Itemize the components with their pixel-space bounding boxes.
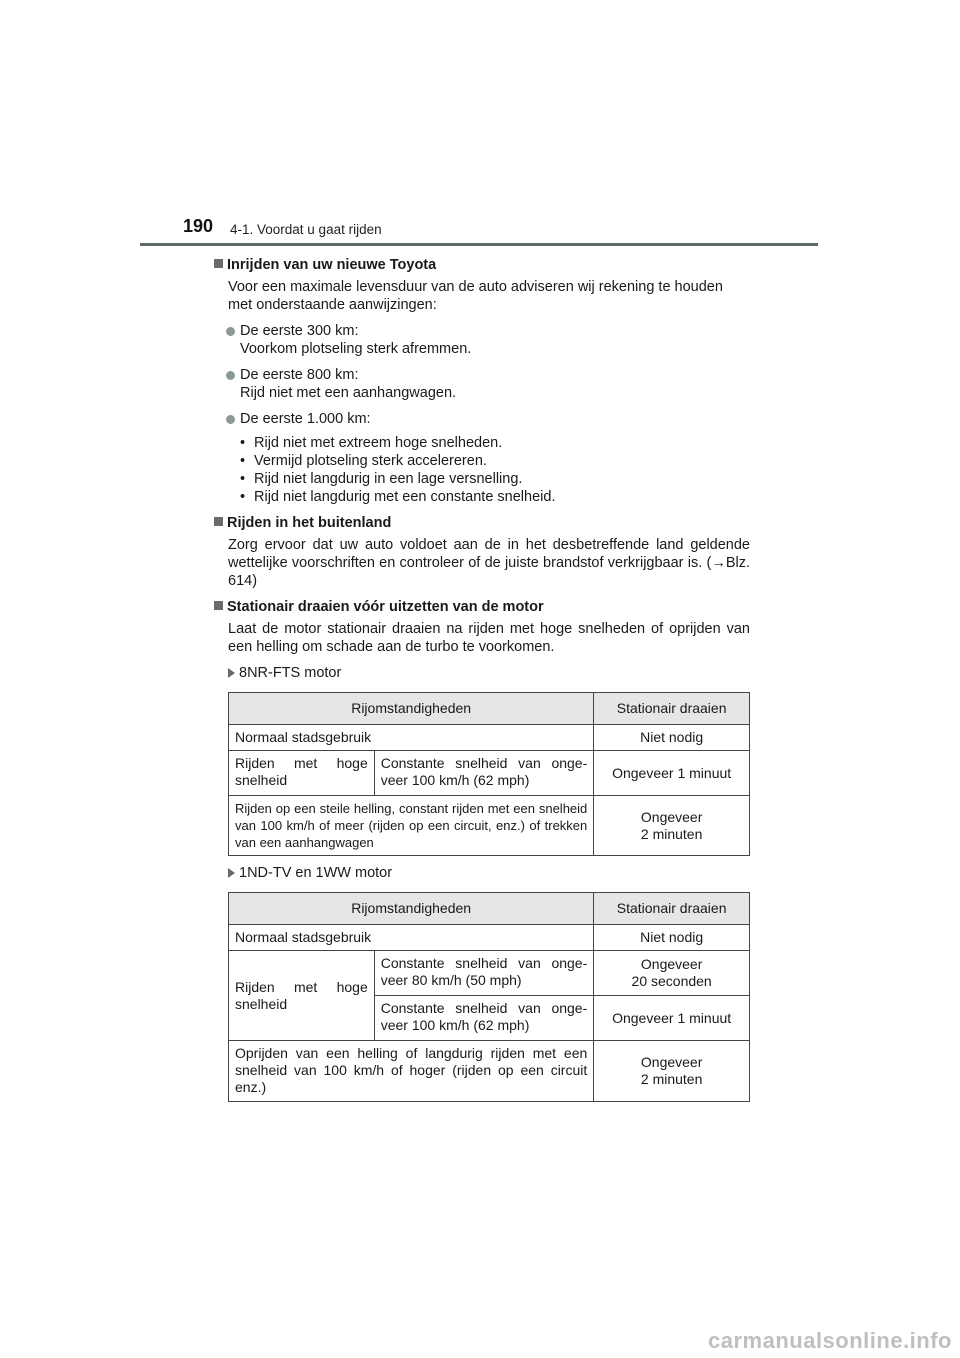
table-cell: Constante snelheid van onge-veer 100 km/h (62 mph): [374, 751, 594, 796]
table-row: [229, 751, 750, 796]
buitenland-text: Zorg ervoor dat uw auto voldoet aan de in het desbetreffende land geldende wettelijke voorschriften en controleer of de juiste brandstof verkrijgbaar is. (→Blz. 614): [228, 537, 750, 589]
circle-bullet-icon: [226, 371, 235, 380]
square-bullet-icon: [214, 259, 223, 268]
section-title-inrijden: Inrijden van uw nieuwe Toyota: [214, 256, 750, 274]
table-cell: Rijden met hoge snelheid: [229, 951, 375, 1041]
circle-bullet-icon: [226, 415, 235, 424]
watermark: carmanualsonline.info: [708, 1328, 952, 1353]
table-cell: Normaal stadsgebruik: [229, 925, 594, 951]
list-item: De eerste 300 km: Voorkom plotseling sterk afremmen.: [214, 322, 750, 358]
table-header-cell: Rijomstandigheden: [229, 893, 594, 925]
square-bullet-icon: [214, 517, 223, 526]
table-cell: Ongeveer 2 minuten: [594, 1041, 750, 1102]
sub-list-item: • Rijd niet met extreem hoge snelheden.: [240, 435, 503, 451]
square-bullet-icon: [214, 601, 223, 610]
table-cell: Rijden met hoge snelheid: [229, 751, 375, 796]
table-cell: Rijden op een steile helling, constant rijden met een snelheid van 100 km/h of meer (rijden op een circuit, enz.) of trekken van een aanhangwagen: [229, 796, 594, 856]
table-header-row: [229, 693, 750, 725]
circle-bullet-icon: [226, 327, 235, 336]
table-cell: Constante snelheid van onge-veer 80 km/h (50 mph): [374, 951, 594, 996]
header-rule: [140, 243, 818, 246]
list-item: De eerste 800 km: Rijd niet met een aanhangwagen.: [214, 366, 750, 402]
triangle-arrow-icon: [228, 868, 235, 878]
table-row: [229, 725, 750, 751]
table-cell: Niet nodig: [594, 725, 750, 751]
sub-list-item: • Rijd niet langdurig in een lage versnelling.: [240, 471, 523, 487]
triangle-arrow-icon: [228, 668, 235, 678]
table-cell: Oprijden van een helling of langdurig rijden met een snelheid van 100 km/h of hoger (rijden op een circuit enz.): [229, 1041, 594, 1102]
table-cell: Niet nodig: [594, 925, 750, 951]
sub-list-item: • Rijd niet langdurig met een constante snelheid.: [240, 489, 556, 505]
inrijden-intro: Voor een maximale levensduur van de auto adviseren wij rekening te houden met onderstaande aanwijzingen:: [228, 279, 723, 313]
stationair-text: Laat de motor stationair draaien na rijden met hoge snelheden of oprijden van een helling om schade aan de turbo te voorkomen.: [228, 621, 750, 655]
section-title-buitenland: Rijden in het buitenland: [214, 514, 750, 532]
table-header-cell: Stationair draaien: [594, 893, 750, 925]
table-cell: Ongeveer 2 minuten: [594, 796, 750, 856]
table-header-cell: Stationair draaien: [594, 693, 750, 725]
table-row: [229, 951, 750, 996]
sub-list: [214, 434, 750, 506]
page-number: 190: [183, 216, 214, 236]
table-header-cell: Rijomstandigheden: [229, 693, 594, 725]
section-title-stationair: Stationair draaien vóór uitzetten van de motor: [214, 598, 750, 616]
table-1nd-tv-1ww: [228, 892, 750, 1102]
section-header: 4-1. Voordat u gaat rijden: [230, 222, 382, 237]
table-8nr-fts: [228, 692, 750, 856]
table-cell: Ongeveer 20 seconden: [594, 951, 750, 996]
table-cell: Ongeveer 1 minuut: [594, 996, 750, 1041]
sub-list-item: • Vermijd plotseling sterk accelereren.: [240, 453, 487, 469]
table-row: [229, 796, 750, 856]
table-row: [229, 925, 750, 951]
table1-label: 8NR-FTS motor: [214, 664, 750, 682]
table-cell: Constante snelheid van onge-veer 100 km/h (62 mph): [374, 996, 594, 1041]
table-cell: Ongeveer 1 minuut: [594, 751, 750, 796]
table2-label: 1ND-TV en 1WW motor: [214, 864, 750, 882]
table-cell: Normaal stadsgebruik: [229, 725, 594, 751]
table-row: [229, 1041, 750, 1102]
table-header-row: [229, 893, 750, 925]
page-content: [214, 252, 750, 1102]
list-item: De eerste 1.000 km:: [214, 410, 750, 428]
